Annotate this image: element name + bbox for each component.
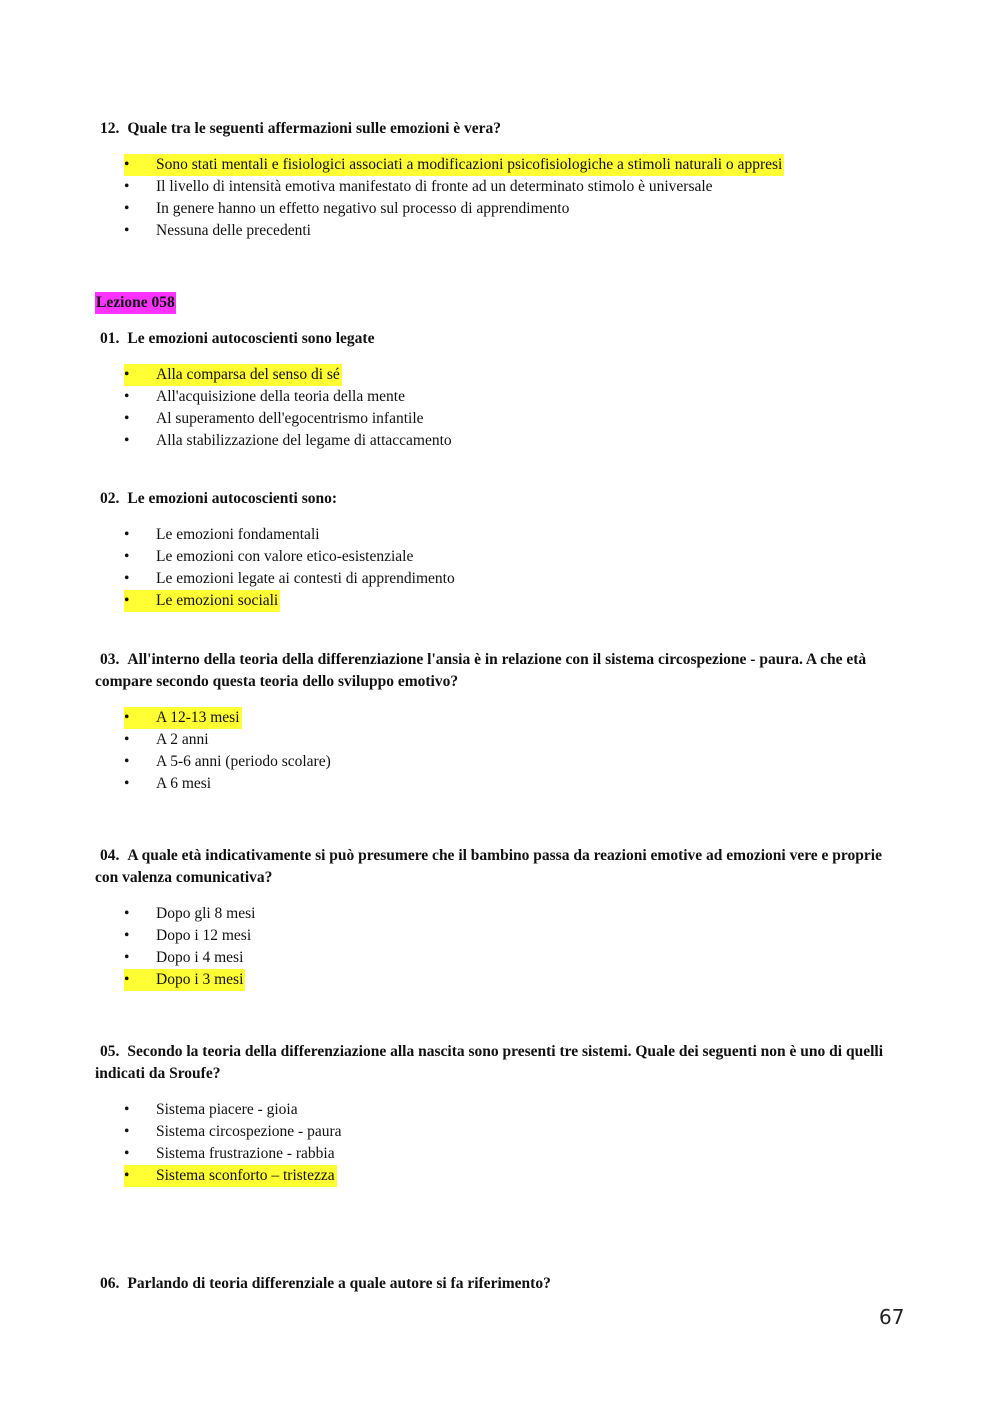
bullet-icon: • <box>124 927 130 944</box>
question-number: 02. <box>100 490 120 507</box>
options-list-05 <box>124 1099 342 1187</box>
question-number: 12. <box>100 120 120 137</box>
option: • Alla stabilizzazione del legame di attaccamento <box>124 430 452 452</box>
bullet-icon: • <box>124 432 130 449</box>
bullet-icon: • <box>124 1145 130 1162</box>
question-text: Quale tra le seguenti affermazioni sulle emozioni è vera? <box>127 120 502 137</box>
bullet-icon: • <box>124 366 130 383</box>
bullet-icon: • <box>124 905 130 922</box>
bullet-icon: • <box>124 775 130 792</box>
option-correct: • Sistema sconforto – tristezza <box>124 1165 337 1187</box>
bullet-icon: • <box>124 949 130 966</box>
option: • Le emozioni fondamentali <box>124 524 455 546</box>
option-correct: • Le emozioni sociali <box>124 590 280 612</box>
option: • Dopo i 12 mesi <box>124 925 255 947</box>
lesson-heading: Lezione 058 <box>95 292 176 314</box>
option-correct: • A 12-13 mesi <box>124 707 242 729</box>
bullet-icon: • <box>124 178 130 195</box>
question-12 <box>95 118 905 140</box>
option: • Dopo i 4 mesi <box>124 947 255 969</box>
option-correct: • Sono stati mentali e fisiologici associati a modificazioni psicofisiologiche a stimoli naturali o appresi <box>124 154 784 176</box>
option: • A 5-6 anni (periodo scolare) <box>124 751 331 773</box>
bullet-icon: • <box>124 709 130 726</box>
question-01 <box>95 328 905 350</box>
bullet-icon: • <box>124 570 130 587</box>
question-number: 05. <box>100 1043 120 1060</box>
bullet-icon: • <box>124 1123 130 1140</box>
question-02 <box>95 488 905 510</box>
option: • A 6 mesi <box>124 773 331 795</box>
bullet-icon: • <box>124 156 130 173</box>
question-text: Parlando di teoria differenziale a quale autore si fa riferimento? <box>127 1275 551 1292</box>
options-list-02 <box>124 524 455 612</box>
option: • A 2 anni <box>124 729 331 751</box>
question-text: All'interno della teoria della differenziazione l'ansia è in relazione con il sistema circospezione - paura. A che età compare secondo questa teoria dello sviluppo emotivo? <box>95 651 867 690</box>
bullet-icon: • <box>124 753 130 770</box>
question-number: 03. <box>100 651 120 668</box>
bullet-icon: • <box>124 526 130 543</box>
question-03 <box>95 649 905 693</box>
option: • Le emozioni legate ai contesti di apprendimento <box>124 568 455 590</box>
option-correct: • Alla comparsa del senso di sé <box>124 364 342 386</box>
option-correct: • Dopo i 3 mesi <box>124 969 245 991</box>
option: • Il livello di intensità emotiva manifestato di fronte ad un determinato stimolo è universale <box>124 176 784 198</box>
option: • Sistema piacere - gioia <box>124 1099 342 1121</box>
option: • Dopo gli 8 mesi <box>124 903 255 925</box>
question-text: A quale età indicativamente si può presumere che il bambino passa da reazioni emotive ad emozioni vere e proprie con valenza comunicativa? <box>95 847 882 886</box>
bullet-icon: • <box>124 1101 130 1118</box>
bullet-icon: • <box>124 592 130 609</box>
bullet-icon: • <box>124 731 130 748</box>
question-06 <box>95 1273 905 1295</box>
bullet-icon: • <box>124 971 130 988</box>
options-list-12 <box>124 154 784 242</box>
question-number: 01. <box>100 330 120 347</box>
bullet-icon: • <box>124 548 130 565</box>
options-list-01 <box>124 364 452 452</box>
question-number: 06. <box>100 1275 120 1292</box>
option: • Le emozioni con valore etico-esistenziale <box>124 546 455 568</box>
option: • Al superamento dell'egocentrismo infantile <box>124 408 452 430</box>
option: • Sistema frustrazione - rabbia <box>124 1143 342 1165</box>
options-list-04 <box>124 903 255 991</box>
question-04 <box>95 845 905 889</box>
option: • In genere hanno un effetto negativo sul processo di apprendimento <box>124 198 784 220</box>
bullet-icon: • <box>124 200 130 217</box>
page-number: 67 <box>879 1305 905 1329</box>
bullet-icon: • <box>124 222 130 239</box>
question-text: Le emozioni autocoscienti sono legate <box>127 330 375 347</box>
option: • Sistema circospezione - paura <box>124 1121 342 1143</box>
question-05 <box>95 1041 905 1085</box>
option: • Nessuna delle precedenti <box>124 220 784 242</box>
bullet-icon: • <box>124 1167 130 1184</box>
question-number: 04. <box>100 847 120 864</box>
question-text: Le emozioni autocoscienti sono: <box>127 490 338 507</box>
question-text: Secondo la teoria della differenziazione alla nascita sono presenti tre sistemi. Quale dei seguenti non è uno di quelli indicati da Sroufe? <box>95 1043 883 1082</box>
bullet-icon: • <box>124 410 130 427</box>
bullet-icon: • <box>124 388 130 405</box>
option: • All'acquisizione della teoria della mente <box>124 386 452 408</box>
options-list-03 <box>124 707 331 795</box>
